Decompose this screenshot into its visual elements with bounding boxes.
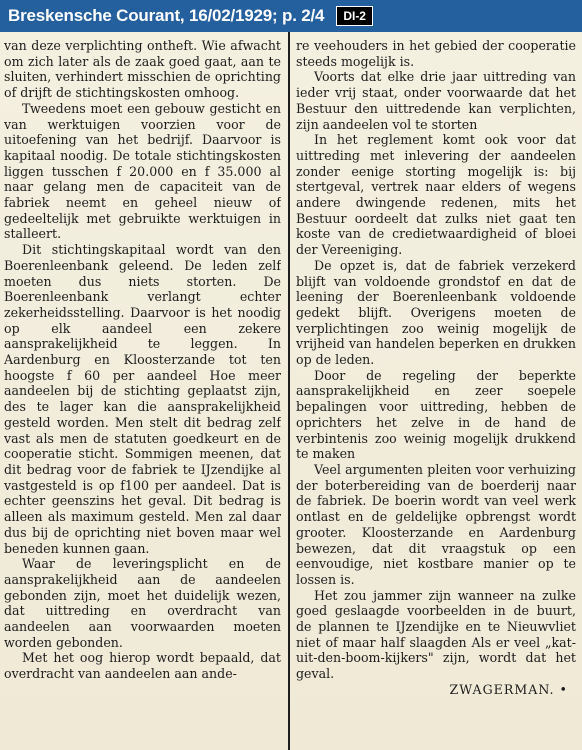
newspaper-title: Breskensche Courant, 16/02/1929; p. 2/4 <box>8 6 325 25</box>
paragraph: Tweedens moet een gebouw gesticht en van werktuigen voorzien voor de uitoefening van het bedrijf. Daarvoor is kapitaal noodig. De totale stichtingskosten liggen tusschen f 20.000 en f 35.000 al naar gelang men de capaciteit van de fabriek neemt en geheel nieuw of gedeeltelijk met gebruikte werktuigen in stalleert. <box>4 100 281 242</box>
paragraph: van deze verplichting ontheft. Wie afwacht om zich later als de zaak goed gaat, aan te sluiten, verhindert misschien de oprichting of drijft de stichtingskosten omhoog. <box>4 38 281 101</box>
paragraph: Het zou jammer zijn wanneer na zulke goed geslaagde voorbeelden in de buurt, de plannen te IJzendijke en te Nieuwvliet niet of maar half slaagden Als er veel „kat-uit-den-boom-kijkers" zijn, wordt dat het geval. <box>296 587 576 682</box>
paragraph: In het reglement komt ook voor dat uittreding met inlevering der aandeelen zonder eenige storting mogelijk is: bij stertgeval, vertrek naar elders of wegens andere dwingende redenen, mits het Bestuur oordeelt dat zulks niet gaat ten koste van de credietwaardigheid of bloei der Vereeniging. <box>296 132 576 258</box>
paragraph: Veel argumenten pleiten voor verhuizing der boterbereiding van de boerderij naar de fabriek. De boerin wordt van veel werk ontlast en de geldelijke opbrengst wordt grooter. Kloosterzande en Aardenburg bewezen, dat dit vraagstuk op een eenvoudige, niet kostbare manier op te lossen is. <box>296 461 576 587</box>
paragraph: Voorts dat elke drie jaar uittreding van ieder vrij staat, onder voorwaarde dat het Bestuur den uittredende kan verplichten, zijn aandeelen vol te storten <box>296 69 576 132</box>
paragraph: De opzet is, dat de fabriek verzekerd blijft van voldoende grondstof en dat de leening der Boerenleenbank voldoende gedekt blijft. Overigens moeten de verplichtingen zoo weinig mogelijk de vrijheid van handelen beperken en drukken op de leden. <box>296 257 576 368</box>
column-divider <box>288 32 290 750</box>
paragraph: Waar de leveringsplicht en de aansprakelijkheid aan de aandeelen gebonden zijn, moet het duidelijk wezen, dat uittreding en overdracht van aandeelen aan voorwaarden moeten worden gebonden. <box>4 556 281 650</box>
author-signature: ZWAGERMAN. • <box>449 681 568 697</box>
right-column <box>296 38 576 750</box>
paragraph: Door de regeling der beperkte aansprakelijkheid en zeer soepele bepalingen voor uittreding, hebben de oprichters het zelve in de hand de verbintenis zoo weinig mogelijk drukkend te maken <box>296 367 576 462</box>
paragraph: Met het oog hierop wordt bepaald, dat overdracht van aandeelen aan ande- <box>4 650 281 682</box>
paragraph: Dit stichtingskapitaal wordt van den Boerenleenbank geleend. De leden zelf moeten dus niets storten. De Boerenleenbank verlangt echter zekerheidsstelling. Daarvoor is het noodig op elk aandeel een zekere aansprakelijkheid te leggen. In Aardenburg en Kloosterzande tot ten hoogste f 60 per aandeel Hoe meer aandeelen bij de stichting geplaatst zijn, des te lager kan die aansprakelijkheid gesteld worden. Men stelt dit bedrag zelf vast als men de statuten goedkeurt en de cooperatie sticht. Sommigen meenen, dat dit bedrag voor de fabriek te IJzendijke al vastgesteld is op f100 per aandeel. Dat is echter geenszins het geval. Dit bedrag is alleen als maximum gesteld. Men zal daar dus bij de oprichting niet boven maar wel beneden kunnen gaan. <box>4 242 281 556</box>
document-badge: DI-2 <box>336 6 373 26</box>
left-column <box>4 38 281 750</box>
header-bar <box>0 0 582 32</box>
paragraph: re veehouders in het gebied der cooperatie steeds mogelijk is. <box>296 38 576 69</box>
newspaper-clipping <box>0 32 582 750</box>
